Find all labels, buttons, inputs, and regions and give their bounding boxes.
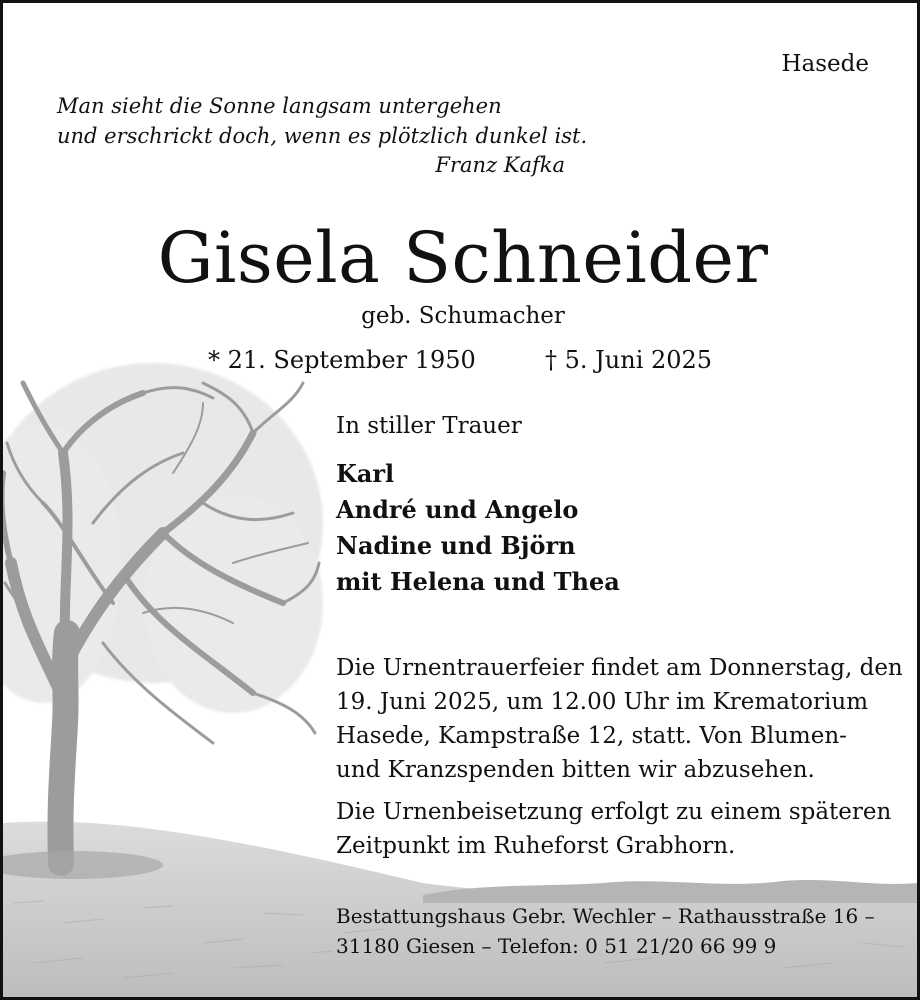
distant-hills [423, 880, 917, 903]
death-date: † 5. Juni 2025 [545, 346, 713, 374]
quote [57, 91, 587, 151]
ceremony-line: Die Urnentrauerfeier findet am Donnerstag, den [336, 655, 903, 681]
burial-line: Zeitpunkt im Ruheforst Grabhorn. [336, 833, 736, 859]
ceremony-info [336, 651, 903, 787]
family-member: Nadine und Björn [336, 531, 576, 560]
family-member: mit Helena und Thea [336, 567, 620, 596]
quote-line: Man sieht die Sonne langsam untergehen [57, 94, 502, 118]
ceremony-line: und Kranzspenden bitten wir abzusehen. [336, 757, 815, 783]
imprint-line: 31180 Giesen – Telefon: 0 51 21/20 66 99 9 [336, 934, 777, 958]
birth-date: * 21. September 1950 [208, 346, 476, 374]
imprint-line: Bestattungshaus Gebr. Wechler – Rathausstraße 16 – [336, 904, 875, 928]
ceremony-line: Hasede, Kampstraße 12, statt. Von Blumen- [336, 723, 847, 749]
birth-name: geb. Schumacher [361, 303, 565, 329]
location-label: Hasede [781, 51, 869, 77]
funeral-home-imprint [336, 901, 875, 961]
quote-author: Franz Kafka [435, 153, 565, 177]
deceased-name: Gisela Schneider [157, 217, 769, 299]
family-list [336, 456, 620, 600]
mourning-intro: In stiller Trauer [336, 413, 522, 439]
burial-line: Die Urnenbeisetzung erfolgt zu einem späteren [336, 799, 892, 825]
family-member: Karl [336, 459, 395, 488]
family-member: André und Angelo [336, 495, 579, 524]
quote-line: und erschrickt doch, wenn es plötzlich dunkel ist. [57, 124, 588, 148]
burial-info [336, 795, 892, 863]
ceremony-line: 19. Juni 2025, um 12.00 Uhr im Krematorium [336, 689, 868, 715]
